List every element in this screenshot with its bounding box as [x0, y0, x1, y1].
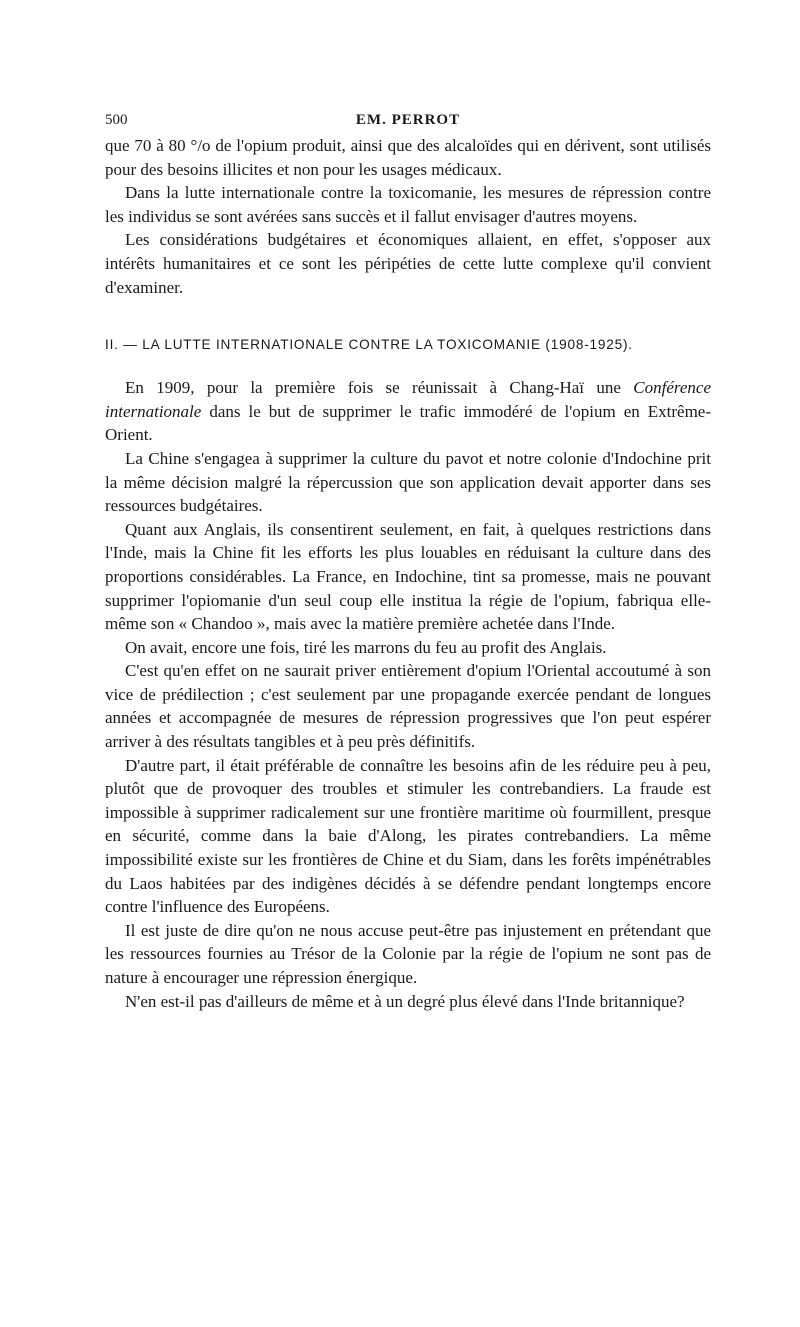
book-page	[105, 110, 711, 1013]
page-number: 500	[105, 112, 128, 128]
running-title: EM. PERROT	[355, 112, 461, 128]
conference-title: Conférence internationale	[105, 378, 711, 421]
paragraph	[105, 376, 711, 447]
paragraph-text: En 1909, pour la première fois se réunissait à Chang-Haï une	[125, 378, 634, 398]
section-heading: II. — LA LUTTE INTERNATIONALE CONTRE LA TOXICOMANIE (1908-1925).	[105, 337, 633, 353]
paragraph: La Chine s'engagea à supprimer la culture du pavot et notre colonie d'Indochine prit la même décision malgré la répercussion que son application devait apporter dans ses ressources budgétaires.	[105, 448, 711, 516]
paragraph: D'autre part, il était préférable de connaître les besoins afin de les réduire peu à peu, plutôt que de provoquer des troubles et stimuler les contrebandiers. La fraude est impossible à supprimer radicalement sur une frontière maritime où fourmillent, presque en sécurité, comme dans la baie d'Along, les pirates contrebandiers. La même impossibilité existe sur les frontières de Chine et du Siam, dans les forêts impénétrables du Laos habitées par des indigènes décidés à se défendre pendant longtemps encore contre l'influence des Européens.	[105, 755, 711, 917]
paragraph: Quant aux Anglais, ils consentirent seulement, en fait, à quelques restrictions dans l'Inde, mais la Chine fit les efforts les plus louables en réduisant la culture dans des proportions considérables. La France, en Indochine, tint sa promesse, mais ne pouvant supprimer l'opiomanie d'un seul coup elle institua la régie de l'opium, fabriqua elle-même son « Chandoo », mais avec la matière première achetée dans l'Inde.	[105, 519, 711, 634]
paragraph: Les considérations budgétaires et économiques allaient, en effet, s'opposer aux intérêts humanitaires et ce sont les péripéties de cette lutte complexe qu'il convient d'examiner.	[105, 230, 711, 297]
paragraph: On avait, encore une fois, tiré les marrons du feu au profit des Anglais.	[125, 637, 607, 657]
paragraph: N'en est-il pas d'ailleurs de même et à un degré plus élevé dans l'Inde britannique?	[125, 991, 685, 1011]
running-head	[105, 110, 711, 134]
paragraph: Il est juste de dire qu'on ne nous accuse peut-être pas injustement en prétendant que les ressources fournies au Trésor de la Colonie par la régie de l'opium ne sont pas de nature à encourager une répression énergique.	[105, 920, 711, 987]
paragraph: Dans la lutte internationale contre la toxicomanie, les mesures de répression contre les individus se sont avérées sans succès et il fallut envisager d'autres moyens.	[105, 183, 711, 226]
paragraph: C'est qu'en effet on ne saurait priver entièrement d'opium l'Oriental accoutumé à son vice de prédilection ; c'est seulement par une propagande exercée pendant de longues années et accompagnée de mesures de répression progressives que l'on peut espérer arriver à des résultats tangibles et à peu près définitifs.	[105, 661, 711, 752]
paragraph-continuation: que 70 à 80 °/o de l'opium produit, ainsi que des alcaloïdes qui en dérivent, sont utilisés pour des besoins illicites et non pour les usages médicaux.	[105, 136, 711, 179]
paragraph-text: dans le but de supprimer le trafic immodéré de l'opium en Extrême-Orient.	[105, 401, 711, 445]
